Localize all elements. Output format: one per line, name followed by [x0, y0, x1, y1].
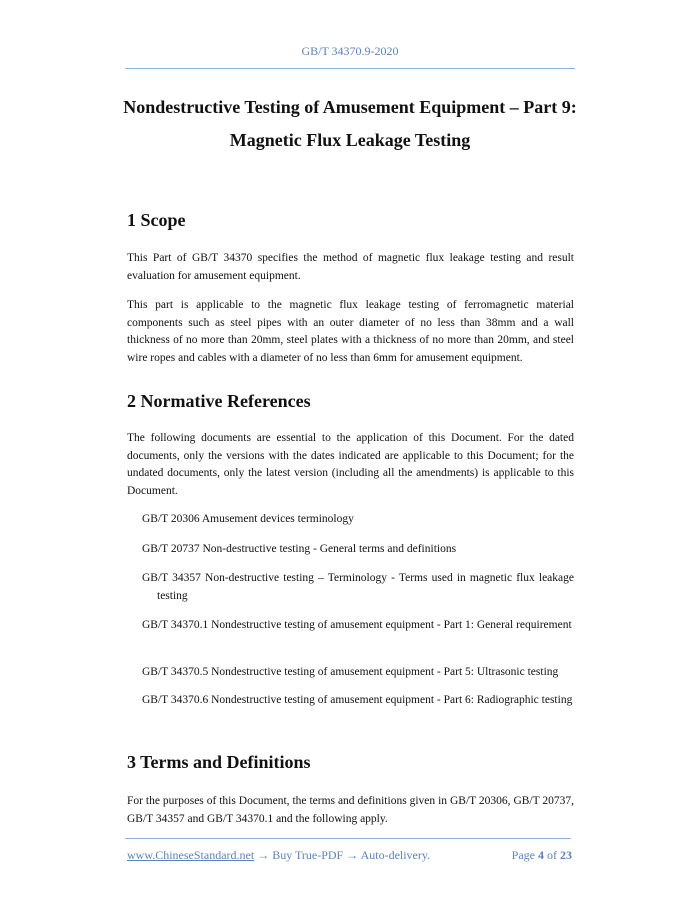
reference-item: GB/T 20737 Non-destructive testing - General terms and definitions — [142, 543, 457, 555]
section-heading-scope: 1 Scope — [127, 210, 186, 230]
scope-paragraph-2: This part is applicable to the magnetic flux leakage testing of ferromagnetic material components such as steel pipes with an outer diameter of no less than 38mm and a wall thickness of no more than 20mm, steel plates with a thickness of no more than 20mm, and steel wire ropes and cables with a diameter of no less than 6mm for amusement equipment. — [127, 299, 574, 364]
document-title-line-1: Nondestructive Testing of Amusement Equipment – Part 9: — [123, 97, 577, 117]
reference-item: GB/T 34370.5 Nondestructive testing of amusement equipment - Part 5: Ultrasonic testing — [142, 666, 559, 678]
page-label: Page — [511, 848, 535, 862]
footer-divider — [125, 838, 571, 839]
reference-item: GB/T 34370.6 Nondestructive testing of amusement equipment - Part 6: Radiographic testing — [142, 694, 573, 706]
reference-item: GB/T 34357 Non-destructive testing – Terminology - Terms used in magnetic flux leakage testing — [142, 572, 574, 602]
footer-promo-text: → Buy True-PDF → Auto-delivery. — [254, 848, 431, 862]
normative-intro-paragraph: The following documents are essential to the application of this Document. For the dated documents, only the versions with the dates indicated are applicable to this Document; for the undated documents, only the latest version (including all the amendments) is applicable to this Document. — [127, 432, 574, 497]
section-heading-normative-references: 2 Normative References — [127, 391, 311, 411]
chinesestandard-link[interactable]: www.ChineseStandard.net — [127, 848, 255, 862]
scope-paragraph-1: This Part of GB/T 34370 specifies the method of magnetic flux leakage testing and result evaluation for amusement equipment. — [127, 252, 574, 282]
total-page-count: 23 — [560, 848, 572, 862]
document-title-line-2: Magnetic Flux Leakage Testing — [229, 130, 471, 150]
of-label: of — [547, 848, 557, 862]
terms-paragraph-1: For the purposes of this Document, the terms and definitions given in GB/T 20306, GB/T 20737, GB/T 34357 and GB/T 34370.1 and the following apply. — [127, 795, 574, 825]
section-heading-terms-definitions: 3 Terms and Definitions — [127, 752, 311, 772]
page-footer — [127, 848, 572, 863]
page-number-indicator — [512, 848, 572, 863]
current-page-number: 4 — [538, 848, 544, 862]
reference-item: GB/T 20306 Amusement devices terminology — [142, 513, 354, 525]
running-header: GB/T 34370.9-2020 — [301, 44, 399, 58]
header-divider — [125, 68, 575, 69]
reference-item: GB/T 34370.1 Nondestructive testing of amusement equipment - Part 1: General requirement — [142, 619, 572, 631]
